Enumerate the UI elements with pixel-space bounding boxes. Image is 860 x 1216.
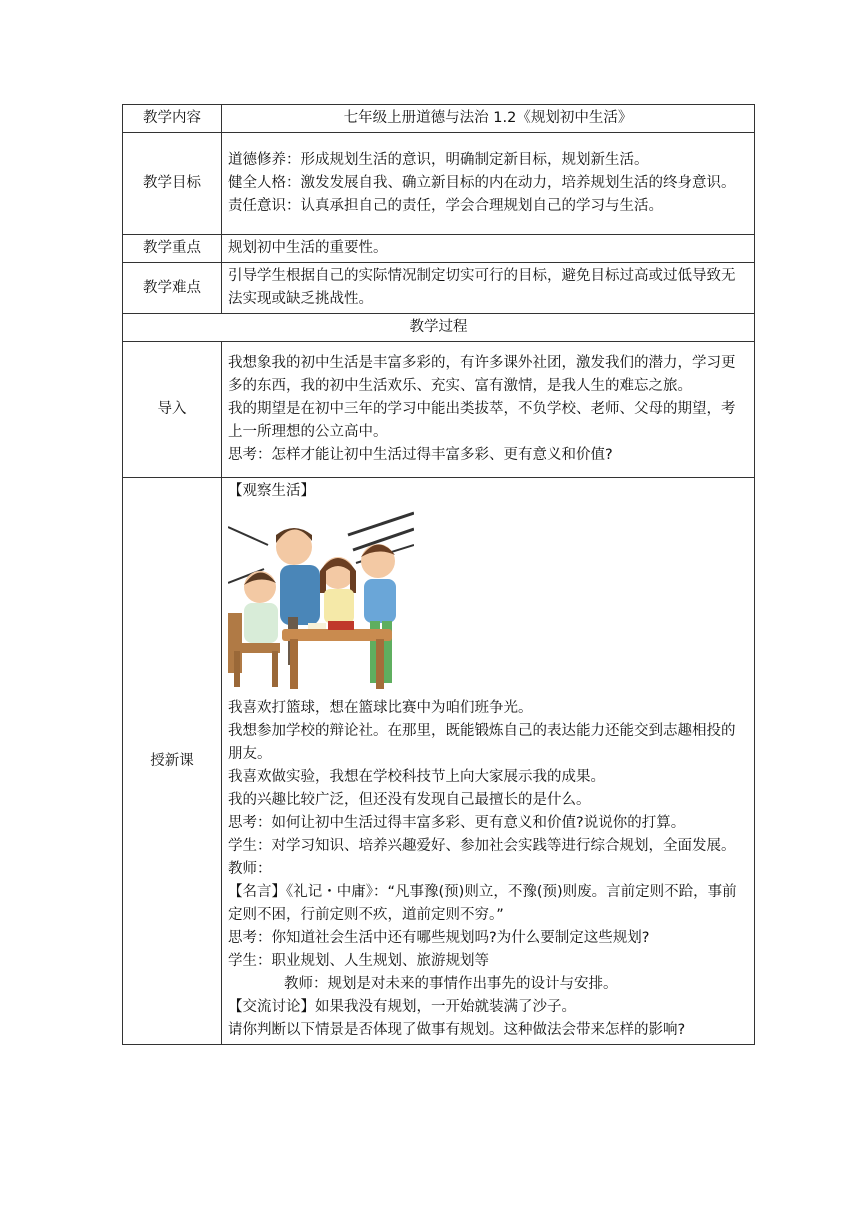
row-difficulties <box>123 263 755 314</box>
lesson-line: 我的兴趣比较广泛，但还没有发现自己最擅长的是什么。 <box>228 792 591 808</box>
lesson-line: 学生：职业规划、人生规划、旅游规划等 <box>228 953 489 969</box>
label-difficulties: 教学难点 <box>123 263 222 314</box>
lesson-line: 我想参加学校的辩论社。在那里，既能锻炼自己的表达能力还能交到志趣相投的朋友。 <box>228 723 736 762</box>
value-intro <box>222 342 755 478</box>
students-discussion-illustration <box>228 505 414 693</box>
lesson-line: 【名言】《礼记・中庸》：“凡事豫(预)则立，不豫(预)则废。言前定则不跲，事前定则不困，行前定则不疚，道前定则不穷。” <box>228 884 737 923</box>
value-goals <box>222 133 755 235</box>
lesson-line: 教师： <box>228 861 272 877</box>
label-intro: 导入 <box>123 342 222 478</box>
label-goals: 教学目标 <box>123 133 222 235</box>
lesson-plan-table <box>122 104 755 1045</box>
intro-line: 我的期望是在初中三年的学习中能出类拔萃，不负学校、老师、父母的期望，考上一所理想的公立高中。 <box>228 401 736 440</box>
observe-heading: 【观察生活】 <box>228 483 315 499</box>
process-header: 教学过程 <box>123 314 755 342</box>
value-key-points: 规划初中生活的重要性。 <box>222 235 755 263</box>
goal-line: 责任意识：认真承担自己的责任，学会合理规划自己的学习与生活。 <box>228 198 663 214</box>
label-content: 教学内容 <box>123 105 222 133</box>
label-key-points: 教学重点 <box>123 235 222 263</box>
lesson-line: 我喜欢做实验，我想在学校科技节上向大家展示我的成果。 <box>228 769 605 785</box>
lesson-line: 学生：对学习知识、培养兴趣爱好、参加社会实践等进行综合规划，全面发展。 <box>228 838 736 854</box>
row-goals <box>123 133 755 235</box>
teacher-line: 教师：规划是对未来的事情作出事先的设计与安排。 <box>284 976 618 992</box>
row-process-header <box>123 314 755 342</box>
intro-line: 思考：怎样才能让初中生活过得丰富多彩、更有意义和价值? <box>228 447 613 463</box>
goal-line: 健全人格：激发发展自我、确立新目标的内在动力，培养规划生活的终身意识。 <box>228 175 736 191</box>
value-new-lesson <box>222 478 755 1045</box>
row-new-lesson <box>123 478 755 1045</box>
label-new-lesson: 授新课 <box>123 478 222 1045</box>
row-content <box>123 105 755 133</box>
lesson-line: 思考：你知道社会生活中还有哪些规划吗?为什么要制定这些规划? <box>228 930 650 946</box>
row-intro <box>123 342 755 478</box>
value-difficulties: 引导学生根据自己的实际情况制定切实可行的目标，避免目标过高或过低导致无法实现或缺乏挑战性。 <box>222 263 755 314</box>
intro-line: 我想象我的初中生活是丰富多彩的，有许多课外社团，激发我们的潜力，学习更多的东西，我的初中生活欢乐、充实、富有激情，是我人生的难忘之旅。 <box>228 355 736 394</box>
value-content: 七年级上册道德与法治 1.2《规划初中生活》 <box>222 105 755 133</box>
row-key-points <box>123 235 755 263</box>
lesson-line: 我喜欢打篮球，想在篮球比赛中为咱们班争光。 <box>228 700 533 716</box>
goal-line: 道德修养：形成规划生活的意识，明确制定新目标，规划新生活。 <box>228 152 649 168</box>
lesson-line: 请你判断以下情景是否体现了做事有规划。这种做法会带来怎样的影响? <box>228 1022 686 1038</box>
lesson-line: 思考：如何让初中生活过得丰富多彩、更有意义和价值?说说你的打算。 <box>228 815 686 831</box>
lesson-line: 【交流讨论】如果我没有规划，一开始就装满了沙子。 <box>228 999 576 1015</box>
